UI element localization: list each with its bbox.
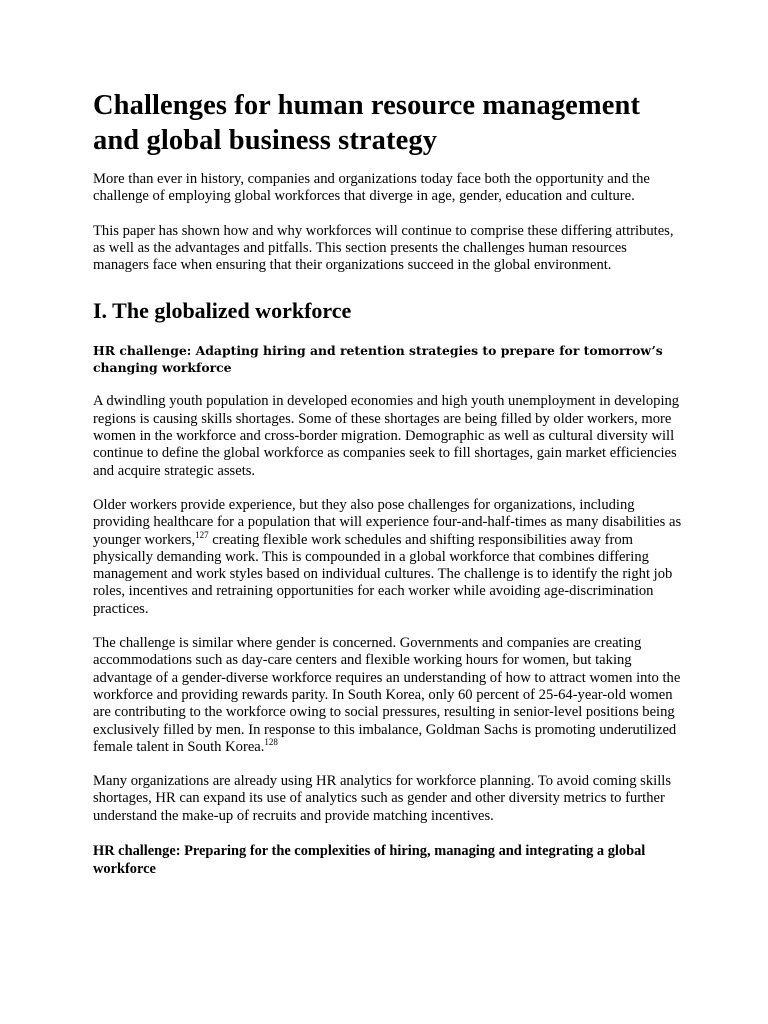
footnote-ref: 127 bbox=[195, 529, 209, 540]
paragraph-text: creating flexible work schedules and shifting responsibilities away from physically demanding work. This is compounded in a global workforce that combines differing management and work styles based on individual cultures. The challenge is to identify the right job roles, incentives and retraining opportunities for each worker while avoiding age-discrimination practices. bbox=[93, 531, 673, 617]
section-heading: I. The globalized workforce bbox=[93, 298, 352, 324]
footnote-ref: 128 bbox=[264, 736, 278, 747]
document-title: Challenges for human resource management and global business strategy bbox=[93, 90, 641, 156]
hr-challenge-heading-2: HR challenge: Preparing for the complexities of hiring, managing and integrating a global workforce bbox=[93, 843, 646, 878]
body-paragraph-3 bbox=[93, 635, 683, 756]
paragraph-text: The challenge is similar where gender is concerned. Governments and companies are creating accommodations such as day-care centers and flexible working hours for women, but taking advantage of a gender-diverse workforce requires an understanding of how to attract women into the workforce and providing rewards parity. In South Korea, only 60 percent of 25-64-year-old women are contributing to the workforce owing to social pressures, resulting in senior-level positions being exclusively filled by men. In response to this imbalance, Goldman Sachs is promoting underutilized female talent in South Korea. bbox=[93, 635, 681, 755]
body-paragraph-2 bbox=[93, 497, 683, 618]
body-paragraph-1: A dwindling youth population in developed economies and high youth unemployment in developing regions is causing skills shortages. Some of these shortages are being filled by older workers, more women in the workforce and cross-border migration. Demographic as well as cultural diversity will continue to define the global workforce as companies seek to fill shortages, gain market efficiencies and acquire strategic assets. bbox=[93, 393, 680, 479]
hr-challenge-heading-1: HR challenge: Adapting hiring and retention strategies to prepare for tomorrow’s changing workforce bbox=[93, 343, 663, 376]
intro-paragraph-1: More than ever in history, companies and organizations today face both the opportunity and the challenge of employing global workforces that diverge in age, gender, education and culture. bbox=[93, 171, 650, 205]
body-paragraph-4: Many organizations are already using HR analytics for workforce planning. To avoid coming skills shortages, HR can expand its use of analytics such as gender and other diversity metrics to further understand the make-up of recruits and provide matching incentives. bbox=[93, 773, 671, 824]
paragraph-text: Older workers provide experience, but they also pose challenges for organizations, including providing healthcare for a population that will experience four-and-half-times as many disabilities as younger workers, bbox=[93, 496, 682, 548]
document-page bbox=[93, 88, 683, 895]
intro-paragraph-2: This paper has shown how and why workforces will continue to comprise these differing attributes, as well as the advantages and pitfalls. This section presents the challenges human resources managers face when ensuring that their organizations succeed in the global environment. bbox=[93, 222, 674, 274]
